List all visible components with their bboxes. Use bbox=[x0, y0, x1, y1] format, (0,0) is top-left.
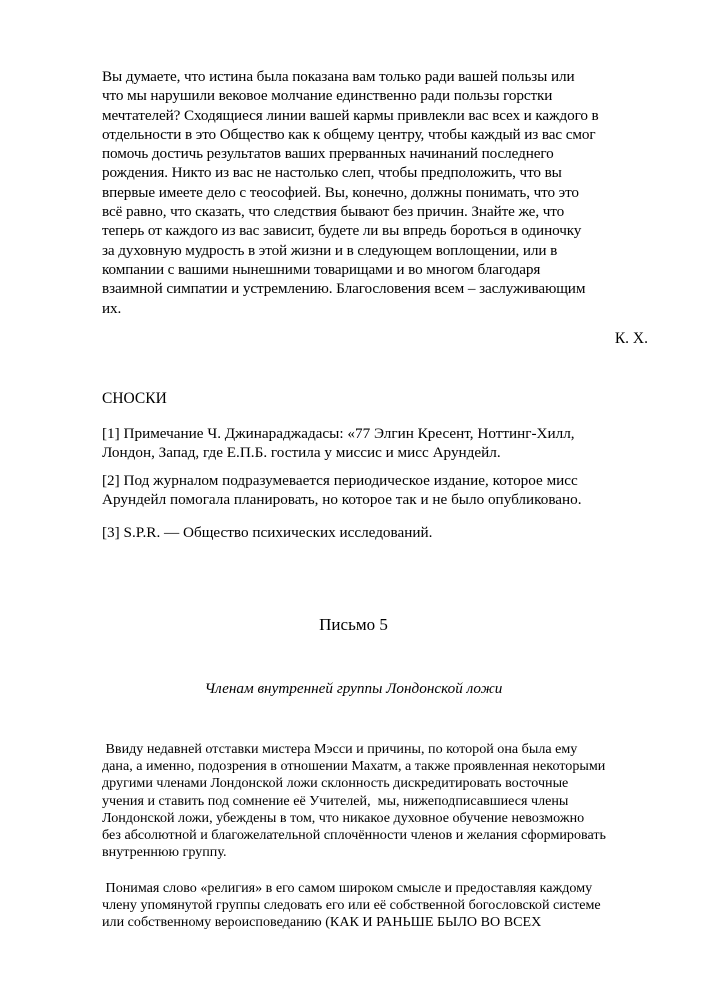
text-line: Лондонской ложи, убеждены в том, что никакое духовное обучение невозможно bbox=[102, 809, 585, 826]
text-line: дана, а именно, подозрения в отношении Махатм, а также проявленная некоторыми bbox=[102, 758, 606, 775]
footnotes-title: СНОСКИ bbox=[102, 390, 167, 407]
text-line: рождения. Никто из вас не настолько слеп, чтобы предположить, что вы bbox=[102, 164, 562, 182]
text-line: Лондон, Запад, где Е.П.Б. гостила у миссис и мисс Арундейл. bbox=[102, 444, 501, 462]
text-line: другими членами Лондонской ложи склонность дискредитировать восточные bbox=[102, 775, 569, 792]
body-paragraph-2 bbox=[102, 880, 662, 932]
footnote-3 bbox=[102, 523, 662, 542]
text-line: за духовную мудрость в этой жизни и в следующем воплощении, или в bbox=[102, 241, 558, 259]
text-line: без абсолютной и благожелательной сплочённости членов и желания сформировать bbox=[102, 827, 606, 844]
letter-title: Письмо 5 bbox=[319, 615, 388, 634]
signature: К. Х. bbox=[614, 330, 648, 347]
text-line: помочь достичь результатов ваших прерванных начинаний последнего bbox=[102, 145, 554, 163]
text-line: Ввиду недавней отставки мистера Мэсси и причины, по которой она была ему bbox=[102, 741, 578, 757]
text-line: мечтателей? Сходящиеся линии вашей кармы привлекли вас всех и каждого в bbox=[102, 106, 599, 124]
text-line: [1] Примечание Ч. Джинараджадасы: «77 Элгин Кресент, Ноттинг-Хилл, bbox=[102, 425, 575, 442]
footnote-2 bbox=[102, 471, 662, 510]
text-line: их. bbox=[102, 299, 122, 317]
text-line: учения и ставить под сомнение её Учителей, мы, нижеподписавшиеся члены bbox=[102, 792, 569, 809]
letter-closing-paragraph bbox=[102, 67, 662, 318]
text-line: Арундейл помогала планировать, но которое так и не было опубликовано. bbox=[102, 491, 582, 509]
text-line: [3] S.P.R. — Общество психических исследований. bbox=[102, 524, 433, 541]
text-line: отдельности в это Общество как к общему центру, чтобы каждый из вас смог bbox=[102, 125, 596, 143]
text-line: Вы думаете, что истина была показана вам только ради вашей пользы или bbox=[102, 68, 575, 85]
text-line: Понимая слово «религия» в его самом широком смысле и предоставляя каждому bbox=[102, 880, 593, 896]
text-line: впервые имеете дело с теософией. Вы, конечно, должны понимать, что это bbox=[102, 183, 579, 201]
text-line: [2] Под журналом подразумевается периодическое издание, которое мисс bbox=[102, 472, 578, 489]
text-line: компании с вашими нынешними товарищами и во многом благодаря bbox=[102, 260, 541, 278]
footnote-1 bbox=[102, 424, 662, 463]
text-line: теперь от каждого из вас зависит, будете ли вы впредь бороться в одиночку bbox=[102, 222, 582, 240]
text-line: члену упомянутой группы следовать его или её собственной богословской системе bbox=[102, 897, 601, 914]
text-line: что мы нарушили вековое молчание единственно ради пользы горстки bbox=[102, 87, 553, 105]
text-line: или собственному вероисповеданию (КАК И РАНЬШЕ БЫЛО ВО ВСЕХ bbox=[102, 914, 542, 931]
text-line: всё равно, что сказать, что следствия бывают без причин. Знайте же, что bbox=[102, 203, 565, 221]
letter-subtitle: Членам внутренней группы Лондонской ложи bbox=[204, 680, 503, 697]
text-line: взаимной симпатии и устремлению. Благословения всем – заслуживающим bbox=[102, 280, 586, 298]
text-line: внутреннюю группу. bbox=[102, 844, 227, 861]
body-paragraph-1 bbox=[102, 741, 662, 861]
